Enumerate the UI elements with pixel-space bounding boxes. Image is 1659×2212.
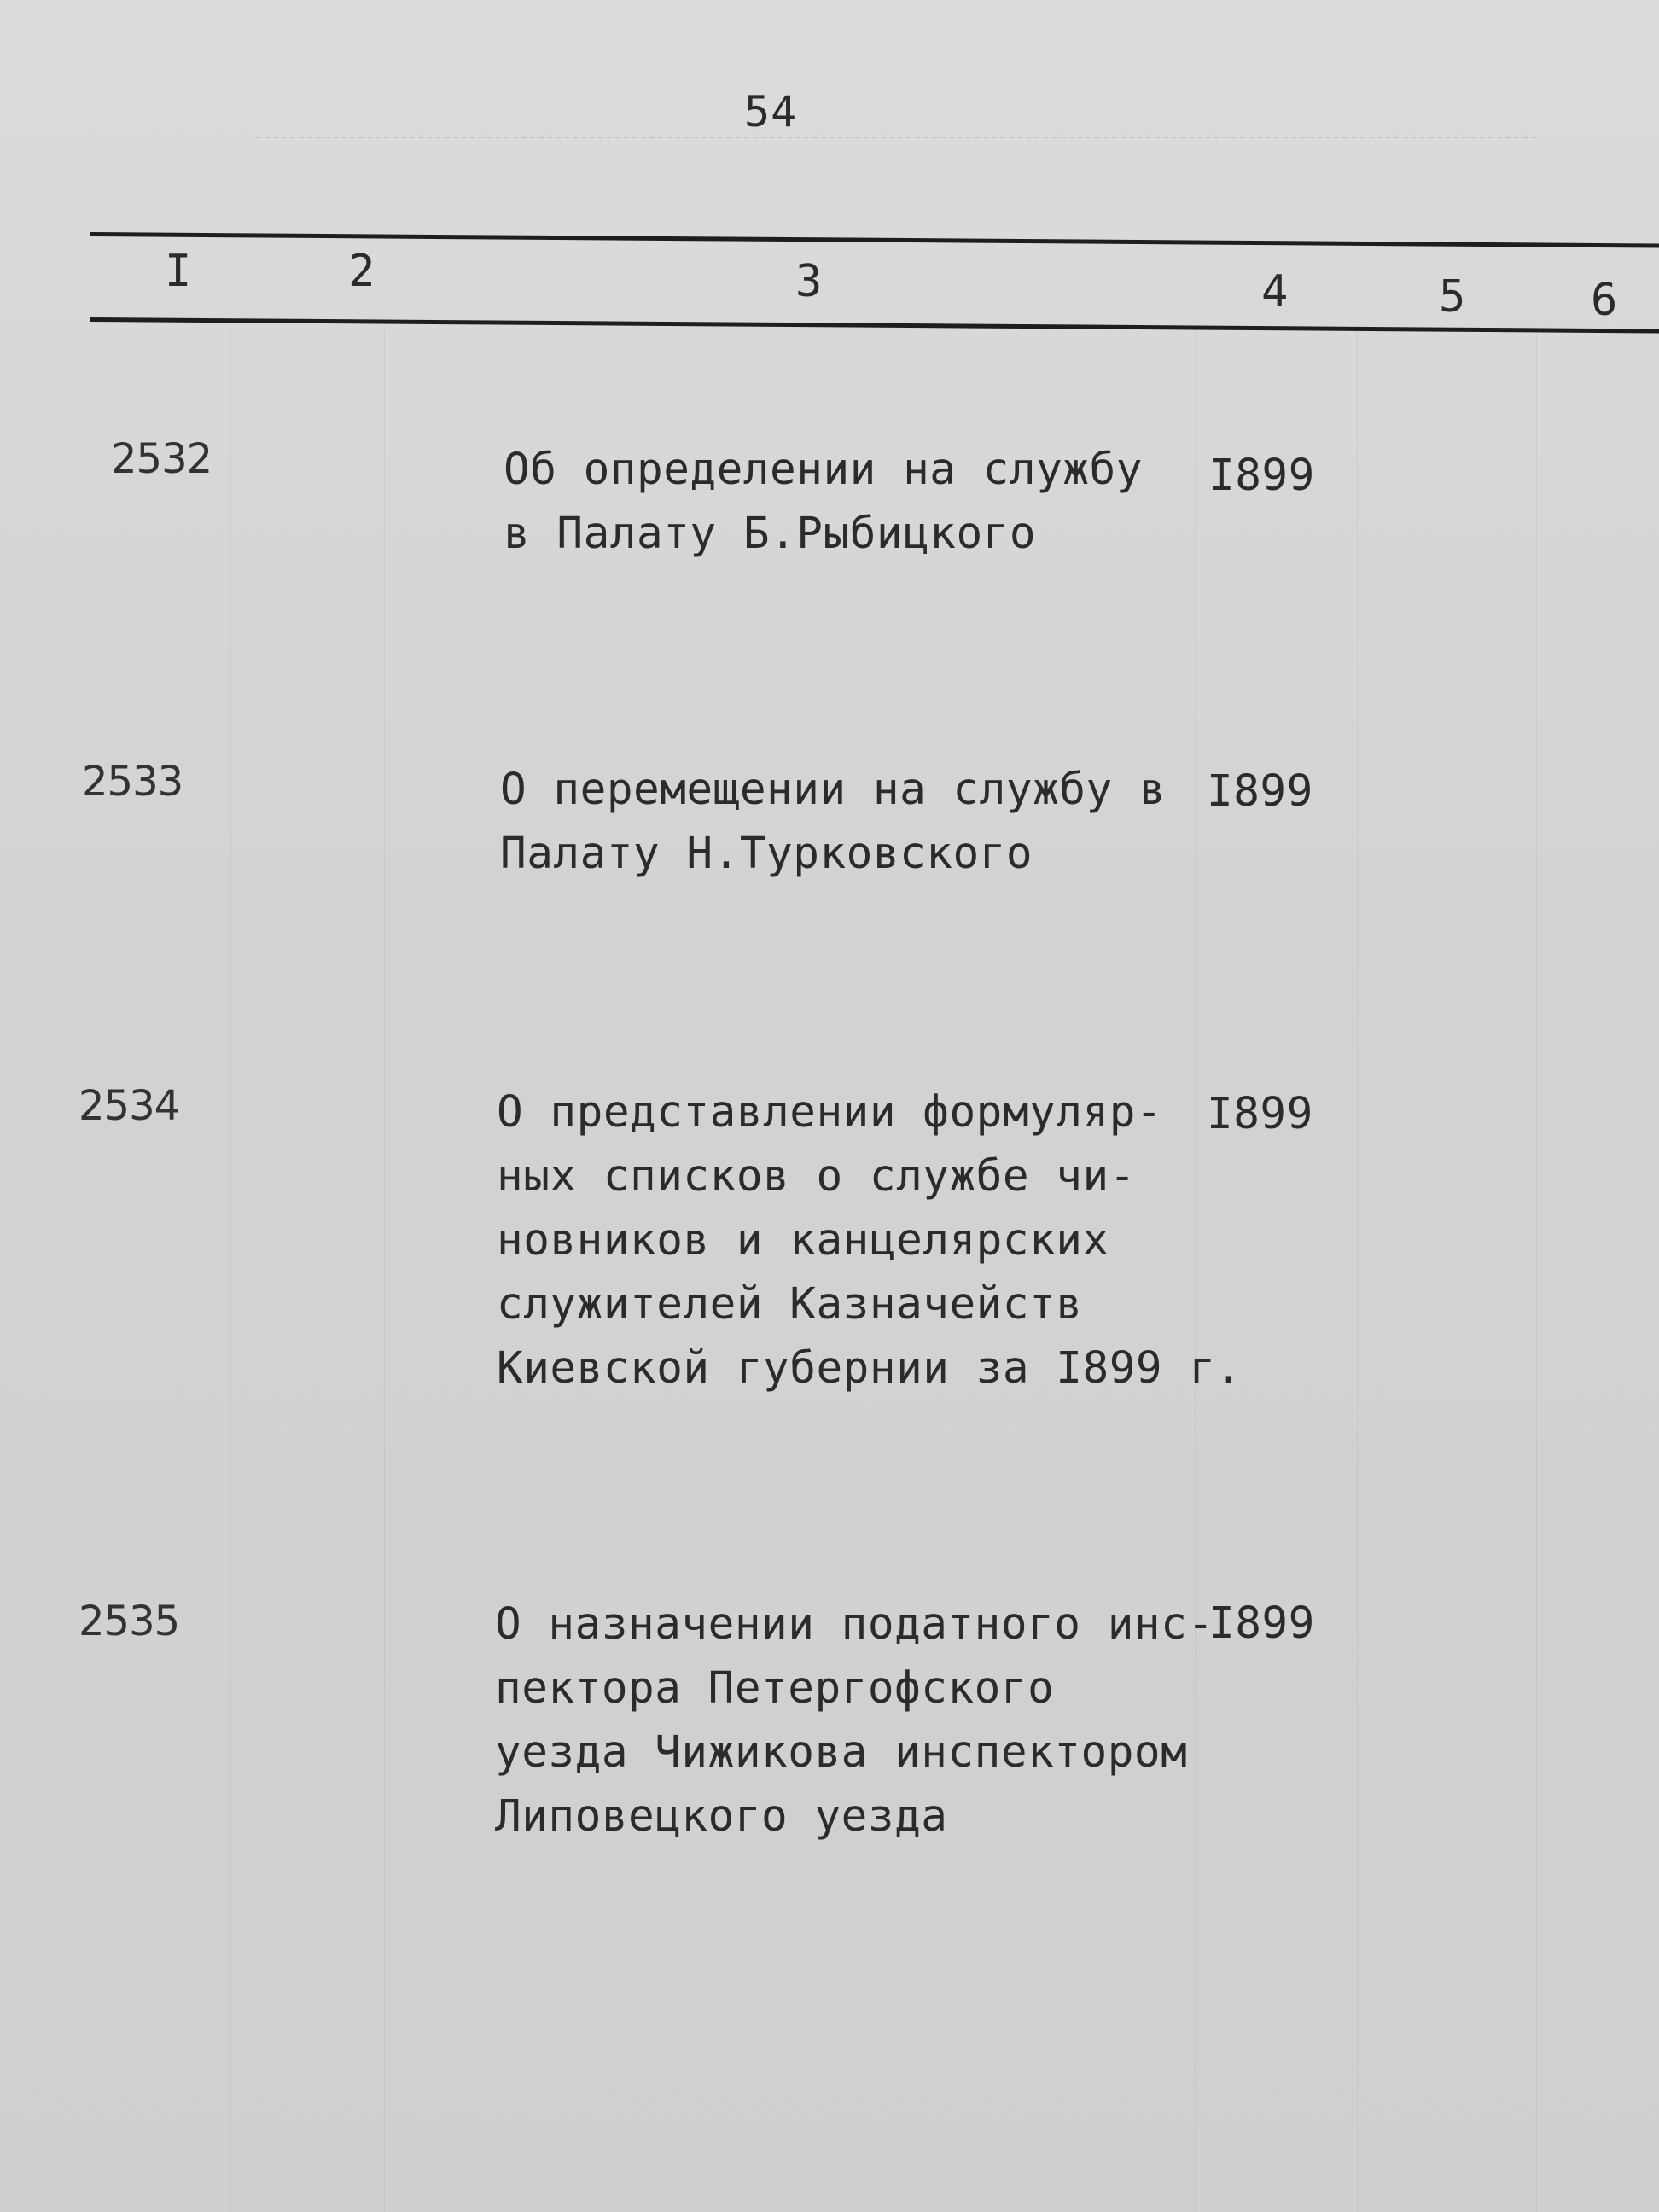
case-number: 2532 [111, 435, 212, 483]
case-title-line: в Палату Б.Рыбицкого [504, 509, 1037, 559]
column-guide [1536, 324, 1537, 2212]
case-title [500, 758, 1166, 886]
column-header-1: I [165, 246, 192, 297]
column-guide [230, 324, 231, 2212]
case-title-line: служителей Казначейств [497, 1279, 1083, 1330]
column-header-2: 2 [348, 246, 375, 297]
case-title [495, 1592, 1214, 1848]
column-header-6: 6 [1591, 275, 1618, 326]
case-title-line: О перемещении на службу в [500, 765, 1167, 815]
case-title-line: Киевской губернии за I899 г. [497, 1343, 1243, 1394]
column-header-5: 5 [1439, 271, 1466, 323]
case-number: 2533 [82, 758, 183, 806]
case-title [497, 1080, 1243, 1400]
case-title-line: О представлении формуляр- [497, 1087, 1163, 1138]
case-title [504, 438, 1143, 566]
dashed-separator [256, 137, 1536, 138]
case-title-line: О назначении податного инс- [495, 1599, 1214, 1650]
case-year: I899 [1208, 451, 1315, 501]
case-year: I899 [1207, 766, 1313, 817]
case-number: 2534 [79, 1082, 180, 1130]
case-number: 2535 [79, 1598, 180, 1645]
case-title-line: Палату Н.Турковского [500, 829, 1033, 879]
case-year: I899 [1208, 1598, 1315, 1649]
case-title-line: Об определении на службу [504, 445, 1143, 495]
case-title-line: ных списков о службе чи- [497, 1151, 1136, 1202]
column-guide [384, 324, 385, 2212]
column-guide [1357, 324, 1358, 2212]
case-title-line: пектора Петергофского [495, 1663, 1055, 1714]
column-header-4: 4 [1261, 266, 1289, 317]
column-header-3: 3 [795, 256, 823, 307]
table-header-top-rule [90, 232, 1659, 248]
case-title-line: Липовецкого уезда [495, 1791, 948, 1842]
table-header-bottom-rule [90, 317, 1659, 334]
case-title-line: уезда Чижикова инспектором [495, 1727, 1188, 1778]
case-title-line: новников и канцелярских [497, 1215, 1109, 1266]
case-year: I899 [1207, 1089, 1313, 1139]
page-number: 54 [744, 87, 798, 137]
